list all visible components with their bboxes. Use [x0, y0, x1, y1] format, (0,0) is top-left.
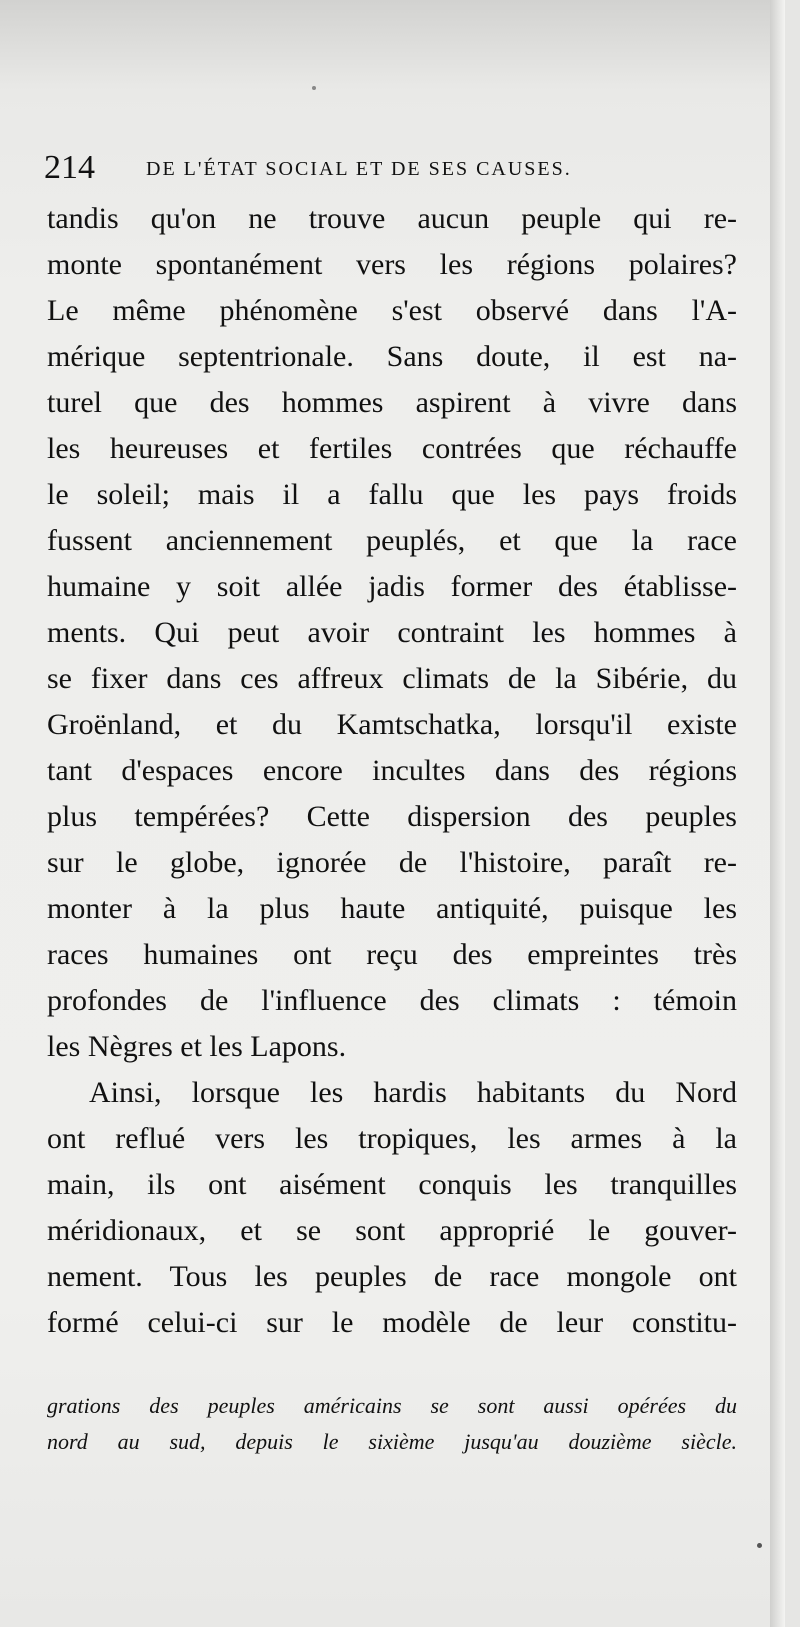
- page-edge: [770, 0, 785, 1627]
- text-line: se fixer dans ces affreux climats de la Sibérie, du: [47, 662, 737, 695]
- running-title: DE L'ÉTAT SOCIAL ET DE SES CAUSES.: [146, 158, 572, 180]
- text-line: mérique septentrionale. Sans doute, il est na-: [47, 340, 737, 373]
- text-line: sur le globe, ignorée de l'histoire, paraît re-: [47, 846, 737, 879]
- paragraph-start-line: Ainsi, lorsque les hardis habitants du Nord: [89, 1076, 737, 1109]
- body-text: [47, 196, 737, 1346]
- paragraph-end-line: les Nègres et les Lapons.: [47, 1030, 347, 1063]
- footnote: [47, 1388, 737, 1460]
- text-line: races humaines ont reçu des empreintes très: [47, 938, 737, 971]
- text-line: Groënland, et du Kamtschatka, lorsqu'il existe: [47, 708, 737, 741]
- text-line: ments. Qui peut avoir contraint les hommes à: [47, 616, 737, 649]
- text-line: profondes de l'influence des climats : témoin: [47, 984, 737, 1017]
- text-line: main, ils ont aisément conquis les tranquilles: [47, 1168, 737, 1201]
- text-line: tant d'espaces encore incultes dans des régions: [47, 754, 737, 787]
- page-number: 214: [44, 149, 95, 186]
- footnote-line: grations des peuples américains se sont aussi opérées du: [47, 1393, 737, 1418]
- text-line: monter à la plus haute antiquité, puisque les: [47, 892, 737, 925]
- ink-speck: [757, 1543, 762, 1548]
- text-line: méridionaux, et se sont approprié le gouver-: [47, 1214, 737, 1247]
- text-line: turel que des hommes aspirent à vivre dans: [47, 386, 737, 419]
- text-line: les heureuses et fertiles contrées que réchauffe: [47, 432, 737, 465]
- text-line: tandis qu'on ne trouve aucun peuple qui re-: [47, 202, 737, 235]
- text-line: formé celui-ci sur le modèle de leur constitu-: [47, 1306, 737, 1339]
- ink-speck: [312, 86, 316, 90]
- text-line: plus tempérées? Cette dispersion des peuples: [47, 800, 737, 833]
- text-line: le soleil; mais il a fallu que les pays froids: [47, 478, 737, 511]
- text-line: fussent anciennement peuplés, et que la race: [47, 524, 737, 557]
- text-line: Le même phénomène s'est observé dans l'A-: [47, 294, 737, 327]
- footnote-line: nord au sud, depuis le sixième jusqu'au douzième siècle.: [47, 1429, 737, 1454]
- text-line: nement. Tous les peuples de race mongole ont: [47, 1260, 737, 1293]
- text-line: monte spontanément vers les régions polaires?: [47, 248, 737, 281]
- page-header: [44, 148, 744, 188]
- text-line: ont reflué vers les tropiques, les armes à la: [47, 1122, 737, 1155]
- text-line: humaine y soit allée jadis former des établisse-: [47, 570, 737, 603]
